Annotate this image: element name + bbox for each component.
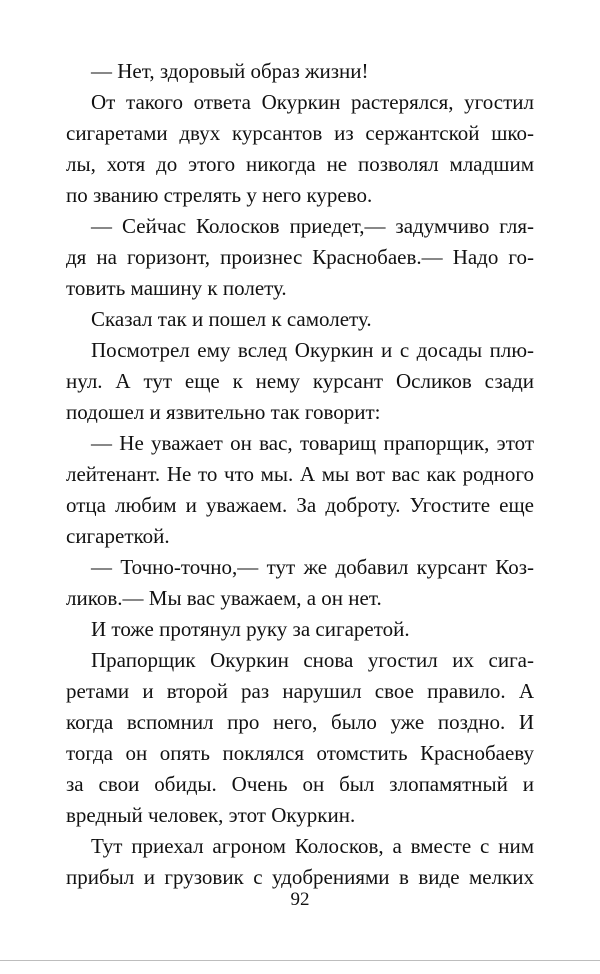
text-line: Посмотрел ему вслед Окуркин и с досады плю-: [91, 338, 534, 362]
text-line: товить машину к полету.: [66, 276, 287, 300]
text-line: От такого ответа Окуркин растерялся, угостил: [91, 90, 534, 114]
text-line: Сказал так и пошел к самолету.: [91, 307, 372, 331]
text-line: сигаретами двух курсантов из сержантской шко-: [66, 121, 534, 145]
text-line: — Точно-точно,— тут же добавил курсант Коз-: [91, 555, 534, 579]
text-line: нул. А тут еще к нему курсант Осликов сзади: [66, 369, 534, 393]
text-line: ликов.— Мы вас уважаем, а он нет.: [66, 586, 382, 610]
text-line: дя на горизонт, произнес Краснобаев.— Надо го-: [66, 245, 534, 269]
text-line: когда вспомнил про него, было уже поздно. И: [66, 710, 534, 734]
text-line: лы, хотя до этого никогда не позволял младшим: [66, 152, 534, 176]
text-line: вредный человек, этот Окуркин.: [66, 803, 356, 827]
text-line: Прапорщик Окуркин снова угостил их сига-: [91, 648, 534, 672]
page-number: 92: [290, 889, 310, 910]
text-line: лейтенант. Не то что мы. А мы вот вас как родного: [66, 462, 534, 486]
text-line: И тоже протянул руку за сигаретой.: [91, 617, 410, 641]
text-line: прибыл и грузовик с удобрениями в виде мелких: [66, 865, 534, 889]
text-line: ретами и второй раз нарушил свое правило. А: [66, 679, 534, 703]
text-line: подошел и язвительно так говорит:: [66, 400, 381, 424]
text-line: — Не уважает он вас, товарищ прапорщик, этот: [91, 431, 534, 455]
text-line: по званию стрелять у него курево.: [66, 183, 373, 207]
text-line: отца любим и уважаем. За доброту. Угостите еще: [66, 493, 534, 517]
bottom-rule: [0, 960, 600, 961]
text-line: за свои обиды. Очень он был злопамятный и: [66, 772, 534, 796]
text-line: сигареткой.: [66, 524, 170, 548]
text-line: Тут приехал агроном Колосков, а вместе с ним: [91, 834, 534, 858]
text-line: — Нет, здоровый образ жизни!: [91, 59, 369, 83]
text-line: — Сейчас Колосков приедет,— задумчиво гля-: [91, 214, 534, 238]
text-line: тогда он опять поклялся отомстить Краснобаеву: [66, 741, 534, 765]
body-text: [66, 56, 534, 893]
